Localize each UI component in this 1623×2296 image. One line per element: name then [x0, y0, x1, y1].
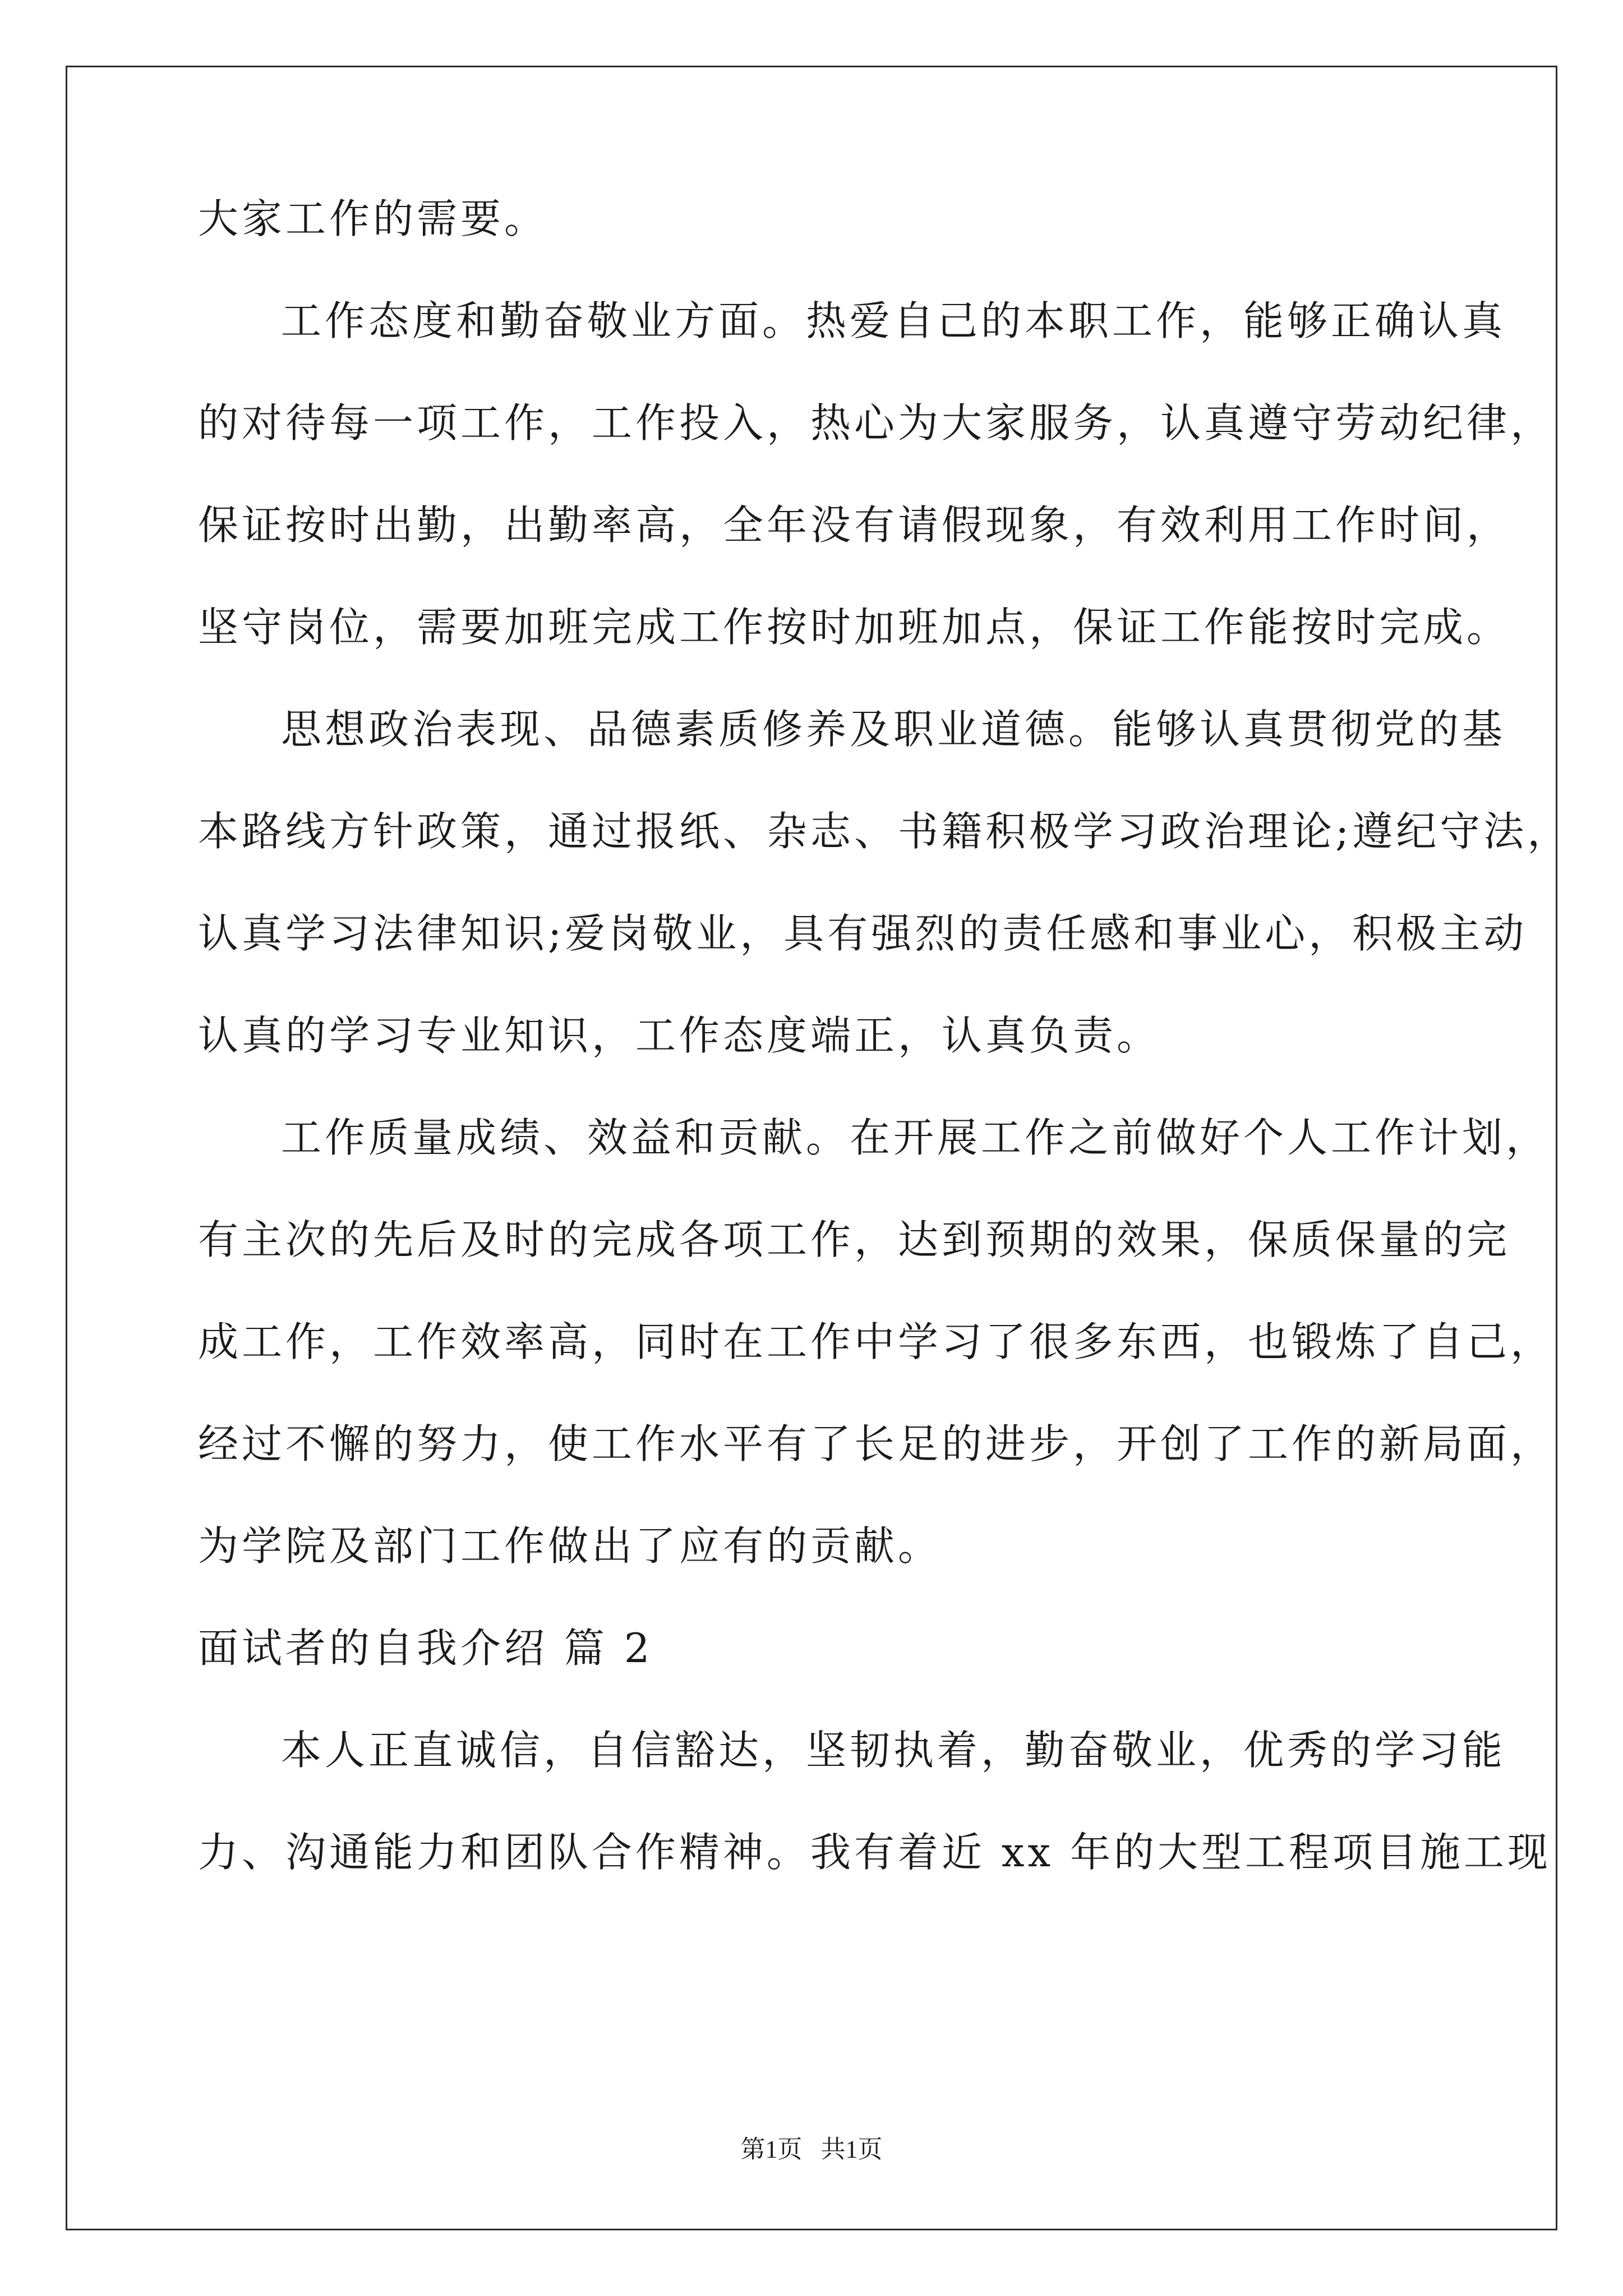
- paragraph-line: 认真的学习专业知识，工作态度端正，认真负责。: [198, 1012, 1161, 1059]
- paragraph-line: 坚守岗位，需要加班完成工作按时加班加点，保证工作能按时完成。: [198, 604, 1511, 651]
- paragraph-line: 本人正直诚信，自信豁达，坚韧执着，勤奋敬业，优秀的学习能: [281, 1727, 1506, 1774]
- paragraph-line: 大家工作的需要。: [198, 195, 548, 242]
- paragraph-line: 本路线方针政策，通过报纸、杂志、书籍积极学习政治理论;遵纪守法，: [198, 808, 1571, 855]
- paragraph-line: 认真学习法律知识;爱岗敬业，具有强烈的责任感和事业心，积极主动: [198, 910, 1528, 957]
- paragraph-line: 力、沟通能力和团队合作精神。我有着近 xx 年的大型工程项目施工现: [198, 1829, 1551, 1876]
- paragraph-line: 为学院及部门工作做出了应有的贡献。: [198, 1522, 942, 1570]
- paragraph-line: 有主次的先后及时的完成各项工作，达到预期的效果，保质保量的完: [198, 1216, 1511, 1263]
- paragraph-line: 思想政治表现、品德素质修养及职业道德。能够认真贯彻党的基: [281, 706, 1506, 753]
- paragraph-line: 经过不懈的努力，使工作水平有了长足的进步，开创了工作的新局面，: [198, 1420, 1555, 1467]
- paragraph-line: 工作质量成绩、效益和贡献。在开展工作之前做好个人工作计划，: [281, 1114, 1550, 1161]
- paragraph-line: 成工作，工作效率高，同时在工作中学习了很多东西，也锻炼了自己，: [198, 1318, 1555, 1365]
- paragraph-line: 的对待每一项工作，工作投入，热心为大家服务，认真遵守劳动纪律，: [198, 399, 1555, 447]
- page-footer: 第1页 共1页: [740, 2136, 883, 2163]
- section-heading: 面试者的自我介绍 篇 2: [198, 1625, 653, 1672]
- paragraph-line: 保证按时出勤，出勤率高，全年没有请假现象，有效利用工作时间，: [198, 501, 1511, 549]
- paragraph-line: 工作态度和勤奋敬业方面。热爱自己的本职工作，能够正确认真: [281, 297, 1506, 344]
